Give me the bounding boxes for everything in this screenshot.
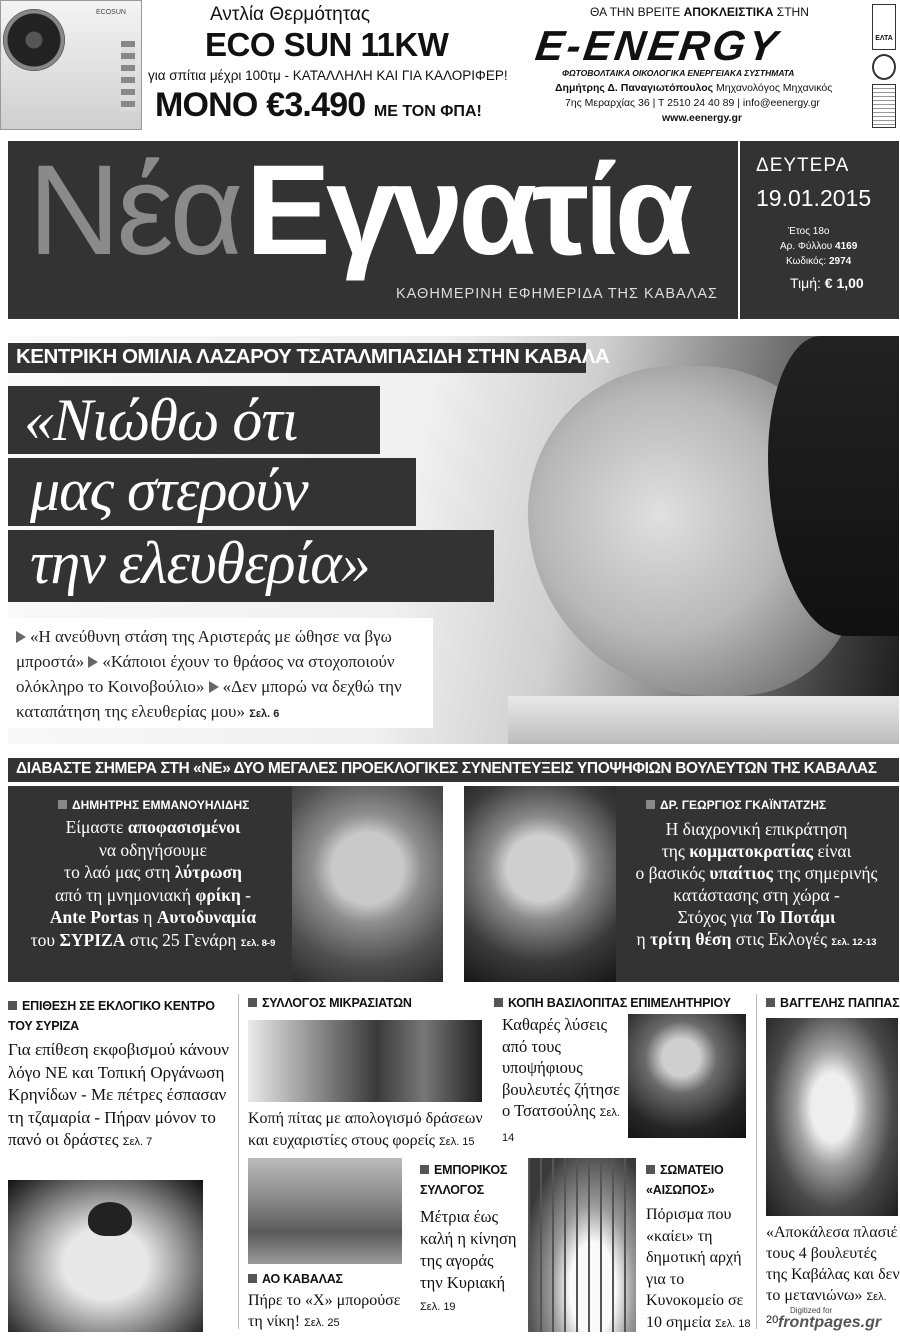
code-label: Κωδικός:	[786, 256, 829, 267]
bullet-triangle-icon	[209, 681, 219, 693]
lead-quote-3: «Δεν μπορώ να δεχθώ την καταπάτηση της ελευθερίας μου»	[16, 677, 402, 721]
story-1-head-text: ΕΠΙΘΕΣΗ ΣΕ ΕΚΛΟΓΙΚΟ ΚΕΝΤΡΟ ΤΟΥ ΣΥΡΙΖΑ	[8, 999, 215, 1033]
title-bold: Εγνατία	[245, 139, 689, 282]
i2-t7: Στόχος για	[677, 907, 757, 927]
story-epimelitirio	[494, 996, 750, 1144]
story-1-text	[8, 1039, 230, 1154]
ad-contact	[555, 82, 832, 94]
story-1-head	[8, 996, 230, 1036]
i2-t9: στις Εκλογές	[731, 929, 832, 949]
masthead-divider	[738, 141, 740, 319]
i2-b4: υπαίτιος	[709, 863, 773, 883]
story-3-body: Καθαρές λύσεις από τους υποψήφιους βουλευτές ζήτησε ο Τσατσούλης	[502, 1015, 621, 1120]
stamp-icon	[872, 84, 896, 128]
i1-t1: Είμαστε	[65, 817, 128, 837]
story-4-photo	[766, 1018, 898, 1216]
ad-address: 7ης Μεραρχίας 36 | Τ 2510 24 40 89 | info@eenergy.gr	[565, 97, 820, 109]
lead-quotes-text	[16, 624, 425, 727]
i1-b7: ΣΥΡΙΖΑ	[59, 929, 126, 950]
square-bullet-icon	[58, 800, 67, 809]
story-5-body: Πήρε το «Χ» μπορούσε τη νίκη!	[248, 1292, 401, 1330]
story-2-head-text: ΣΥΛΛΟΓΟΣ ΜΙΚΡΑΣΙΑΤΩΝ	[262, 996, 412, 1010]
square-bullet-icon	[248, 1274, 257, 1283]
interview-2	[464, 786, 899, 982]
story-6-head-text: ΕΜΠΟΡΙΚΟΣ ΣΥΛΛΟΓΟΣ	[420, 1163, 508, 1197]
square-bullet-icon	[646, 800, 655, 809]
i2-t5: της σημερινής	[772, 863, 878, 883]
bullet-triangle-icon	[88, 656, 98, 668]
square-bullet-icon	[8, 1001, 17, 1010]
ad-find	[590, 5, 809, 19]
lead-quote-2: «Κάποιοι έχουν το θράσος να στοχοποιούν ολόκληρο το Κοινοβούλιο»	[16, 652, 395, 696]
ad-line3: για σπίτια μέχρι 100τμ - ΚΑΤΑΛΛΗΛΗ ΚΑΙ ΓΙΑ ΚΑΛΟΡΙΦΕΡ!	[148, 68, 508, 83]
elta-label: ΕΛΤΑ	[875, 35, 893, 42]
story-mikrasiaton	[248, 996, 484, 1153]
i1-page-ref: Σελ. 8-9	[240, 937, 276, 949]
masthead-title	[28, 139, 689, 282]
story-aisopos	[646, 1160, 752, 1335]
i2-line3	[614, 862, 899, 884]
eenergy-logo: E-ENERGY	[532, 22, 783, 69]
i2-b8: τρίτη θέση	[650, 929, 732, 949]
i2-line1: Η διαχρονική επικράτηση	[665, 819, 848, 839]
watermark-small: Digitized for	[790, 1306, 833, 1315]
i2-line6	[614, 928, 899, 954]
headline-line3-text: την ελευθερία»	[30, 530, 370, 596]
i1-line4	[14, 884, 292, 907]
story-2-head	[248, 996, 484, 1010]
ad-contact-name: Δημήτρης Δ. Παναγιωτόπουλος	[555, 82, 714, 94]
price-value: € 1,00	[824, 275, 864, 291]
story-sy riza-attack	[8, 996, 230, 1154]
lead-page-ref: Σελ. 6	[249, 708, 280, 720]
story-6-page-ref: Σελ. 19	[420, 1301, 456, 1313]
fan-grille-icon	[3, 9, 65, 71]
bullet-triangle-icon	[16, 631, 26, 643]
eenergy-tagline: ΦΩΤΟΒΟΛΤΑΙΚΑ ΟΙΚΟΛΟΓΙΚΑ ΕΝΕΡΓΕΙΑΚΑ ΣΥΣΤΗΜΑΤΑ	[562, 68, 795, 78]
i1-b4: φρίκη	[195, 884, 241, 905]
ad-find-bold: ΑΠΟΚΛΕΙΣΤΙΚΑ	[683, 5, 774, 19]
interviews-banner-text: ΔΙΑΒΑΣΤΕ ΣΗΜΕΡΑ ΣΤΗ «ΝΕ» ΔΥΟ ΜΕΓΑΛΕΣ ΠΡΟΕΚΛΟΓΙΚΕΣ ΣΥΝΕΝΤΕΥΞΕΙΣ ΥΠΟΨΗΦΙΩΝ ΒΟΥΛΕΥΤΩΝ ΤΗΣ ΚΑΒΑΛΑΣ	[16, 760, 877, 777]
interview-1-name-text: ΔΗΜΗΤΡΗΣ ΕΜΜΑΝΟΥΗΛΙΔΗΣ	[72, 798, 250, 812]
ad-line1: Αντλία Θερμότητας	[210, 4, 371, 25]
story-ao-kavalas	[248, 1272, 408, 1334]
story-7-head	[646, 1160, 752, 1200]
i2-b7: Το Ποτάμι	[756, 907, 836, 927]
i1-line2: να οδηγήσουμε	[98, 839, 208, 860]
square-bullet-icon	[248, 998, 257, 1007]
story-5-head-text: ΑΟ ΚΑΒΑΛΑΣ	[262, 1272, 343, 1286]
ad-find-suffix: ΣΤΗΝ	[773, 5, 809, 19]
issue-day: ΔΕΥΤΕΡΑ	[756, 155, 850, 176]
story-7-page-ref: Σελ. 18	[714, 1317, 751, 1330]
i1-b3: λύτρωση	[174, 862, 242, 882]
story-5-text	[248, 1290, 408, 1334]
i1-t6: η	[138, 907, 157, 927]
ad-line2: ECO SUN 11KW	[205, 26, 449, 63]
unit-brand: ECOSUN	[96, 9, 126, 16]
i2-b2: κομματοκρατίας	[689, 841, 814, 861]
story-emporikos	[420, 1160, 520, 1318]
square-bullet-icon	[766, 998, 775, 1007]
story-4-body: «Αποκάλεσα πλασιέ τους 4 βουλευτές της Καβάλας και δεν το μετανιώνω»	[766, 1224, 900, 1304]
code-no: 2974	[828, 256, 852, 267]
lead-collar-shape	[508, 696, 899, 744]
story-3-text	[502, 1014, 622, 1149]
i2-line2	[614, 840, 899, 862]
interview-1	[8, 786, 443, 982]
ad-contact-role: Μηχανολόγος Μηχανικός	[713, 82, 833, 94]
i1-line3	[14, 861, 292, 884]
i1-t8: στις 25 Γενάρη	[125, 929, 241, 950]
issue-price	[790, 275, 864, 291]
i2-t3: είναι	[813, 841, 852, 861]
square-bullet-icon	[494, 998, 503, 1007]
heat-pump-image	[0, 0, 142, 130]
sheet-label: Αρ. Φύλλου	[780, 241, 836, 252]
i1-line5	[14, 906, 292, 929]
umbrella-shape	[88, 1202, 132, 1236]
story-4-head	[766, 996, 900, 1010]
story-7-head-text: ΣΩΜΑΤΕΙΟ «ΑΙΣΩΠΟΣ»	[646, 1163, 724, 1197]
story-2-text	[248, 1108, 484, 1153]
title-light: Νέα	[28, 139, 240, 282]
i2-page-ref: Σελ. 12-13	[831, 937, 877, 948]
column-rule	[756, 994, 757, 1329]
masthead-subtitle: ΚΑΘΗΜΕΡΙΝΗ ΕΦΗΜΕΡΙΔΑ ΤΗΣ ΚΑΒΑΛΑΣ	[396, 286, 719, 302]
story-6-text	[420, 1206, 520, 1318]
issue-sheet	[780, 241, 857, 252]
i2-line5	[614, 906, 899, 928]
story-3-head	[494, 996, 750, 1010]
square-bullet-icon	[646, 1165, 655, 1174]
story-5-page-ref: Σελ. 25	[304, 1317, 340, 1329]
story-4-page-ref: Σελ. 20	[766, 1291, 887, 1326]
square-bullet-icon	[420, 1165, 429, 1174]
headline-line2-text: μας στερούν	[30, 457, 308, 523]
story-1-photo	[8, 1180, 203, 1332]
ad-price-suffix: ΜΕ ΤΟΝ ΦΠΑ!	[373, 103, 482, 120]
ad-find-prefix: ΘΑ ΤΗΝ ΒΡΕΙΤΕ	[590, 5, 684, 19]
headline-line1-text: «Νιώθω ότι	[24, 387, 298, 453]
interviews-banner	[8, 758, 899, 782]
issue-year: Έτος 18ο	[788, 226, 830, 237]
elta-logo	[872, 4, 896, 50]
story-1-page-ref: Σελ. 7	[122, 1136, 153, 1148]
unit-valves	[121, 41, 135, 111]
sheet-no: 4169	[835, 241, 858, 252]
story-3-head-text: ΚΟΠΗ ΒΑΣΙΛΟΠΙΤΑΣ ΕΠΙΜΕΛΗΤΗΡΙΟΥ	[508, 996, 731, 1010]
i2-t8: η	[636, 929, 651, 949]
i1-t5: -	[240, 884, 251, 905]
i1-b1: αποφασισμένοι	[127, 817, 241, 837]
i1-b5: Ante Portas	[49, 907, 139, 927]
interview-1-photo	[292, 786, 443, 982]
story-2-photo	[248, 1020, 482, 1102]
i1-line1	[14, 816, 292, 839]
interview-1-text	[14, 816, 292, 955]
i2-t2: της	[661, 841, 690, 861]
ad-price	[155, 86, 482, 125]
masthead	[8, 141, 899, 319]
i1-line6	[14, 929, 292, 956]
i1-t4: από τη μνημονιακή	[55, 884, 196, 905]
story-7-text	[646, 1204, 752, 1335]
story-6-body: Μέτρια έως καλή η κίνηση της αγοράς την Κυριακή	[420, 1207, 517, 1292]
seal-icon	[872, 54, 896, 80]
story-4-head-text: ΒΑΓΓΕΛΗΣ ΠΑΠΠΑΣ	[780, 996, 900, 1010]
interview-2-text	[614, 818, 899, 954]
story-3-photo	[628, 1014, 746, 1138]
ad-strip	[0, 0, 900, 132]
column-rule	[238, 994, 239, 1329]
story-5-photo	[248, 1158, 402, 1264]
story-1-body: Για επίθεση εκφοβισμού κάνουν λόγο ΝΕ και Τοπική Οργάνωση Κρηνίδων - Με πέτρες έσπασαν τη τζαμαρία - Πήραν μόνον το πανό οι δράστες	[8, 1040, 229, 1149]
ad-price-prefix: ΜΟΝΟ €3.490	[155, 86, 366, 124]
lead-kicker-box	[8, 343, 610, 373]
lead-quote-1: «Η ανεύθυνη στάση της Αριστεράς με ώθησε να βγω μπροστά»	[16, 627, 392, 671]
i1-t7: του	[30, 929, 60, 950]
story-6-head	[420, 1160, 520, 1200]
price-label: Τιμή:	[790, 275, 825, 291]
issue-date: 19.01.2015	[756, 185, 872, 211]
interview-1-name	[58, 798, 249, 812]
interview-2-name	[646, 798, 826, 812]
lead-kicker: ΚΕΝΤΡΙΚΗ ΟΜΙΛΙΑ ΛΑΖΑΡΟΥ ΤΣΑΤΑΛΜΠΑΣΙΔΗ ΣΤΗΝ ΚΑΒΑΛΑ	[16, 345, 610, 368]
interview-2-name-text: ΔΡ. ΓΕΩΡΓΙΟΣ ΓΚΑΪΝΤΑΤΖΗΣ	[660, 798, 827, 812]
story-2-body: Κοπή πίτας με απολογισμό δράσεων και ευχαριστίες στους φορείς	[248, 1110, 483, 1149]
ad-web: www.eenergy.gr	[662, 112, 742, 124]
story-5-head	[248, 1272, 408, 1286]
i2-line4: κατάστασης στη χώρα -	[673, 885, 840, 905]
story-3-page-ref: Σελ. 14	[502, 1107, 620, 1144]
lead-quotes	[8, 618, 433, 728]
issue-code	[786, 256, 851, 267]
story-7-photo	[528, 1158, 636, 1332]
i1-t3: το λαό μας στη	[64, 862, 175, 882]
story-2-page-ref: Σελ. 15	[438, 1135, 475, 1148]
story-7-body: Πόρισμα που «καίει» τη δημοτική αρχή για το Κυνοκομείο σε 10 σημεία	[646, 1206, 744, 1331]
i1-b6: Αυτοδυναμία	[156, 907, 257, 927]
story-pappas	[766, 996, 900, 1331]
watermark: frontpages.gr	[778, 1314, 882, 1331]
interview-2-photo	[464, 786, 616, 982]
i2-t4: ο βασικός	[635, 863, 710, 883]
